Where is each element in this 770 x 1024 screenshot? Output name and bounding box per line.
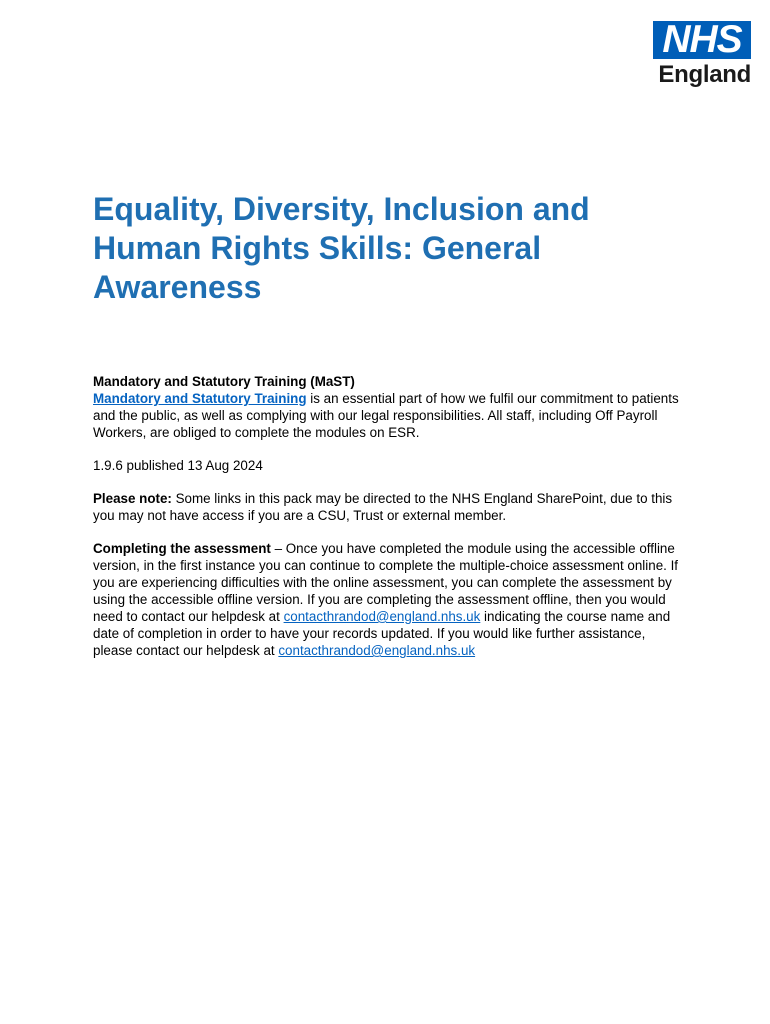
assessment-text-1: – Once you have completed the module using the accessible offline version, in the first instance you can continue to complete the multiple-choice assessment online. If you are experiencing difficulties with the online assessment, you can complete the assessment by using the accessible offline version. If you are completing the assessment offline, then you would need to contact our helpdesk at <box>93 541 679 624</box>
nhs-logo-mark: NHS <box>653 21 751 59</box>
mast-body: is an essential part of how we fulfil our commitment to patients and the public, as well as complying with our legal responsibilities. All staff, including Off Payroll Workers, are obliged to complete the modules on ESR. <box>93 391 679 440</box>
note-label: Please note: <box>93 491 172 506</box>
document-body <box>93 373 683 675</box>
helpdesk-email-link-2[interactable]: contacthrandod@england.nhs.uk <box>278 643 476 658</box>
document-title: Equality, Diversity, Inclusion and Human Rights Skills: General Awareness <box>93 191 590 305</box>
nhs-logo-org: England <box>658 61 751 88</box>
version-line: 1.9.6 published 13 Aug 2024 <box>93 458 263 473</box>
mast-section <box>93 373 683 441</box>
note-text: Some links in this pack may be directed to the NHS England SharePoint, due to this you may not have access if you are a CSU, Trust or external member. <box>93 491 673 523</box>
helpdesk-email-link-1[interactable]: contacthrandod@england.nhs.uk <box>283 609 481 624</box>
mast-link[interactable]: Mandatory and Statutory Training <box>93 391 307 406</box>
mast-heading: Mandatory and Statutory Training (MaST) <box>93 374 355 389</box>
assessment-label: Completing the assessment <box>93 541 271 556</box>
assessment-section <box>93 540 683 659</box>
assessment-text-2: indicating the course name and date of completion in order to have your records updated. If you would like further assistance, please contact our helpdesk at <box>93 609 671 658</box>
nhs-england-logo <box>653 21 751 90</box>
note-section <box>93 490 683 524</box>
